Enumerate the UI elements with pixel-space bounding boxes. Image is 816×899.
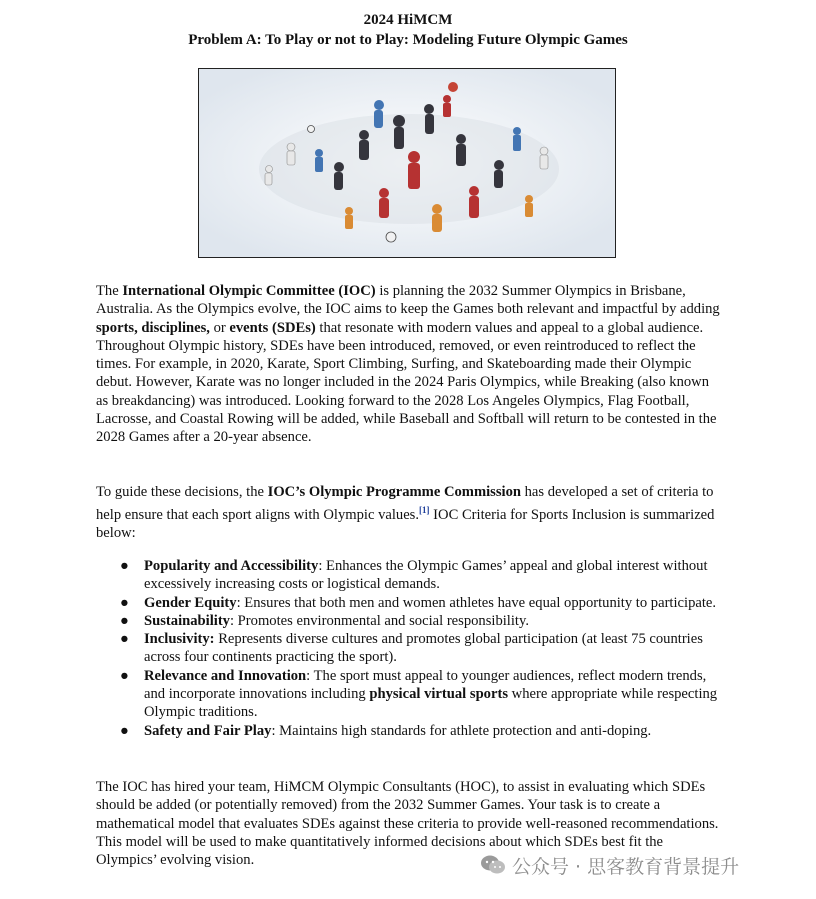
bullet-icon: ● xyxy=(120,558,129,574)
document-title: 2024 HiMCM xyxy=(363,12,453,28)
list-item: ● Sustainability: Promotes environmental and social responsibility. xyxy=(120,612,529,629)
athletes-illustration xyxy=(199,69,615,257)
bullet-icon: ● xyxy=(120,594,129,611)
reference-link[interactable]: [1] xyxy=(419,505,430,516)
bullet-icon: ● xyxy=(120,667,129,684)
list-item: ● Gender Equity: Ensures that both men and women athletes have equal opportunity to participate. xyxy=(120,594,717,611)
guide-paragraph: To guide these decisions, the IOC’s Olympic Programme Commission has developed a set of criteria to help ensure that each sport aligns with Olympic values.[1] IOC Criteria for Sports Inclusion is summarized below: xyxy=(96,484,715,542)
closing-paragraph: The IOC has hired your team, HiMCM Olympic Consultants (HOC), to assist in evaluating which SDEs should be added (or potentially removed) from the 2032 Summer Games. Your task is to create a mathematical model that evaluates SDEs against these criteria to provide well-reasoned recommendations. This model will be used to make quantitatively informed decisions about which SDEs best fit the Olympics’ evolving vision. xyxy=(96,779,719,869)
ioc-term: International Olympic Committee (IOC) xyxy=(122,283,376,299)
intro-paragraph: The International Olympic Committee (IOC) is planning the 2032 Summer Olympics in Brisbane, Australia. As the Olympics evolve, the IOC aims to keep the Games both relevant and impactful by adding sports, disciplines, or events (SDEs) that resonate with modern values and appeal to a global audience. Throughout Olympic history, SDEs have been introduced, removed, or even reintroduced to reflect the times. For example, in 2020, Karate, Sport Climbing, Surfing, and Skateboarding made their Olympic debut. However, Karate was no longer included in the 2024 Paris Olympics, while Breaking (also known as breakdancing) was introduced. Looking forward to the 2028 Los Angeles Olympics, Flag Football, Lacrosse, and Coastal Rowing will be added, while Baseball and Softball will return to be contested in the 2028 Games after a 20-year absence. xyxy=(96,283,720,446)
wechat-icon xyxy=(480,854,506,876)
list-item: ● Safety and Fair Play: Maintains high standards for athlete protection and anti-doping. xyxy=(120,722,652,739)
list-item: ● Popularity and Accessibility: Enhances the Olympic Games’ appeal and global interest without excessively increasing costs or logistical demands. xyxy=(120,558,708,593)
programme-commission-term: IOC’s Olympic Programme Commission xyxy=(267,484,521,500)
olympic-athletes-collage-image xyxy=(198,68,616,258)
watermark-text: 公众号 · 思客教育背景提升 xyxy=(512,855,740,878)
bullet-icon: ● xyxy=(120,722,129,739)
list-item: ● Relevance and Innovation: The sport must appeal to younger audiences, reflect modern trends, and incorporate innovations including physical virtual sports where appropriate while respecting Olympic traditions. xyxy=(120,667,718,721)
criteria-list xyxy=(96,557,726,740)
sdes-term-events: events (SDEs) xyxy=(229,319,316,336)
watermark xyxy=(480,851,739,879)
bullet-icon: ● xyxy=(120,631,129,648)
bullet-icon: ● xyxy=(120,612,129,629)
sdes-term-sports: sports, disciplines, xyxy=(96,319,210,336)
problem-title: Problem A: To Play or not to Play: Modeling Future Olympic Games xyxy=(188,32,628,48)
list-item: ● Inclusivity: Represents diverse cultures and promotes global participation (at least 75 countries across four continents practicing the sport). xyxy=(120,631,703,666)
